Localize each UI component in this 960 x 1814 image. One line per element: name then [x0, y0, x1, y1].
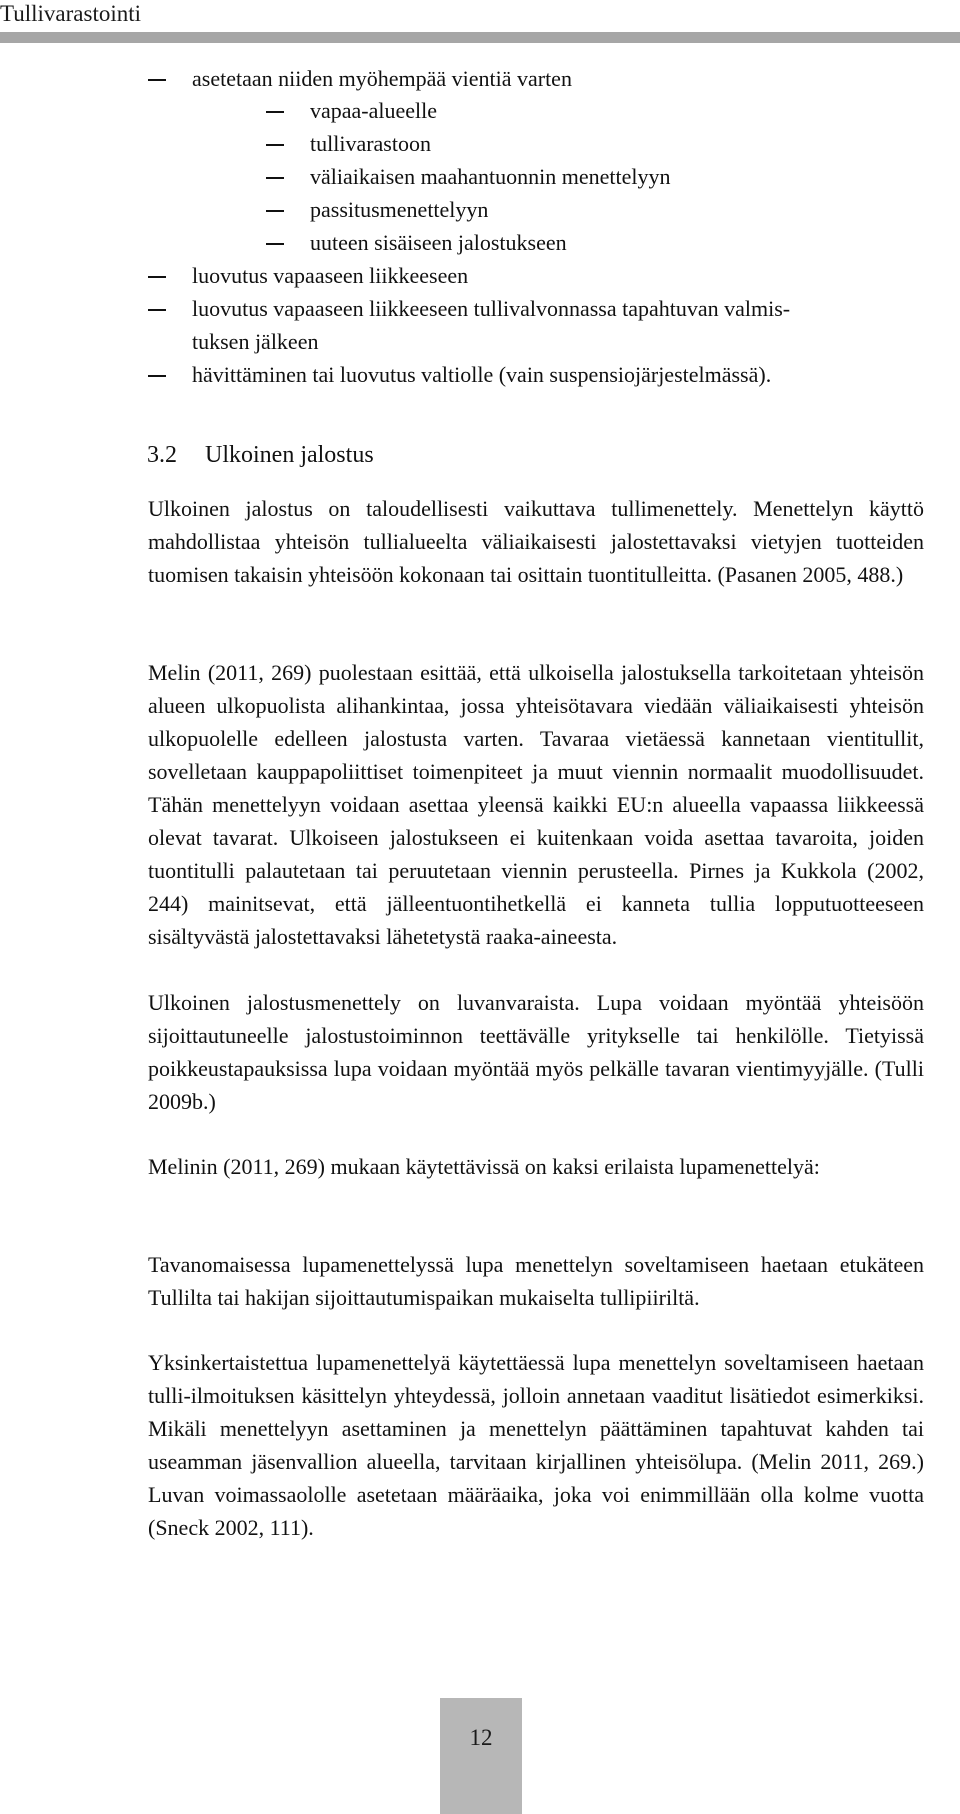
list-dash-icon: [266, 111, 284, 113]
list-item: väliaikaisen maahantuonnin menettelyyn: [310, 164, 671, 189]
list-dash-icon: [148, 276, 166, 278]
list-item: uuteen sisäiseen jalostukseen: [310, 230, 567, 255]
list-item: asetetaan niiden myöhempää vientiä varten: [192, 66, 572, 91]
paragraph: Melin (2011, 269) puolestaan esittää, että ulkoisella jalostuksella tarkoitetaan yhteisön alueen ulkopuolista alihankintaa, jossa yhteisötavara viedään väliaikaisesti yhteisön ulkopuolelle edelleen jalostusta varten. Tavaraa vietäessä kannetaan vientitullit, sovelletaan kauppapoliittiset toimenpiteet ja muut viennin normaalit muodollisuudet. Tähän menettelyyn voidaan asettaa yleensä kaikki EU:n alueella vapaassa liikkeessä olevat tavarat. Ulkoiseen jalostukseen ei kuitenkaan voida asettaa tavaroita, joiden tuontitulli palautetaan tai peruutetaan viennin perusteella. Pirnes ja Kukkola (2002, 244) mainitsevat, että jälleentuontihetkellä ei kanneta tullia lopputuotteeseen sisältyvästä jalostettavaksi lähetetystä raaka-aineesta.: [148, 660, 924, 949]
section-title: Ulkoinen jalostus: [205, 442, 374, 468]
paragraph: Ulkoinen jalostus on taloudellisesti vaikuttava tullimenettely. Menettelyn käyttö mahdollistaa yhteisön tullialueelta väliaikaisesti jalostettavaksi vietyjen tuotteiden tuomisen takaisin yhteisöön kokonaan tai osittain tuontitulleitta. (Pasanen 2005, 488.): [148, 496, 924, 587]
list-item: passitusmenettelyyn: [310, 197, 489, 222]
paragraph: Tavanomaisessa lupamenettelyssä lupa menettelyn soveltamiseen haetaan etukäteen Tullilta tai hakijan sijoittautumispaikan mukaiselta tullipiiriltä.: [148, 1252, 924, 1310]
list-item: luovutus vapaaseen liikkeeseen tullivalvonnassa tapahtuvan valmis-: [192, 296, 791, 321]
list-dash-icon: [148, 79, 166, 81]
list-item-continuation: tuksen jälkeen: [192, 329, 319, 354]
section-heading: [147, 440, 374, 470]
list-item: vapaa-alueelle: [310, 98, 438, 123]
paragraph: Yksinkertaistettua lupamenettelyä käytettäessä lupa menettelyn soveltamiseen haetaan tulli-ilmoituksen käsittelyn yhteydessä, jolloin annetaan vaaditut lisätiedot esimerkiksi. Mikäli menettelyyn asettaminen ja menettelyn päättäminen tapahtuvat kahden tai useamman jäsenvallion alueella, tarvitaan kirjallinen yhteisölupa. (Melin 2011, 269.) Luvan voimassaololle asetetaan määräaika, joka voi enimmillään olla kolme vuotta (Sneck 2002, 111).: [148, 1350, 924, 1540]
list-dash-icon: [148, 309, 166, 311]
paragraph: Ulkoinen jalostusmenettely on luvanvaraista. Lupa voidaan myöntää yhteisöön sijoittautuneelle jalostustoiminnon teettävälle yritykselle tai henkilölle. Tietyissä poikkeustapauksissa lupa voidaan myöntää myös pelkälle tavaran vientimyyjälle. (Tulli 2009b.): [148, 990, 924, 1114]
list-item: tullivarastoon: [310, 131, 431, 156]
page-number-box: [440, 1698, 522, 1814]
list-dash-icon: [266, 177, 284, 179]
list-dash-icon: [266, 210, 284, 212]
section-number: 3.2: [147, 442, 177, 468]
page-number: 12: [469, 1725, 493, 1750]
list-dash-icon: [266, 243, 284, 245]
list-item: luovutus vapaaseen liikkeeseen: [192, 263, 469, 288]
list-dash-icon: [148, 375, 166, 377]
list-dash-icon: [266, 144, 284, 146]
running-header-title: Tullivarastointi: [0, 1, 141, 26]
list-item: hävittäminen tai luovutus valtiolle (vain suspensiojärjestelmässä).: [192, 362, 772, 387]
header-rule: [0, 32, 960, 43]
paragraph: Melinin (2011, 269) mukaan käytettävissä on kaksi erilaista lupamenettelyä:: [148, 1154, 820, 1179]
